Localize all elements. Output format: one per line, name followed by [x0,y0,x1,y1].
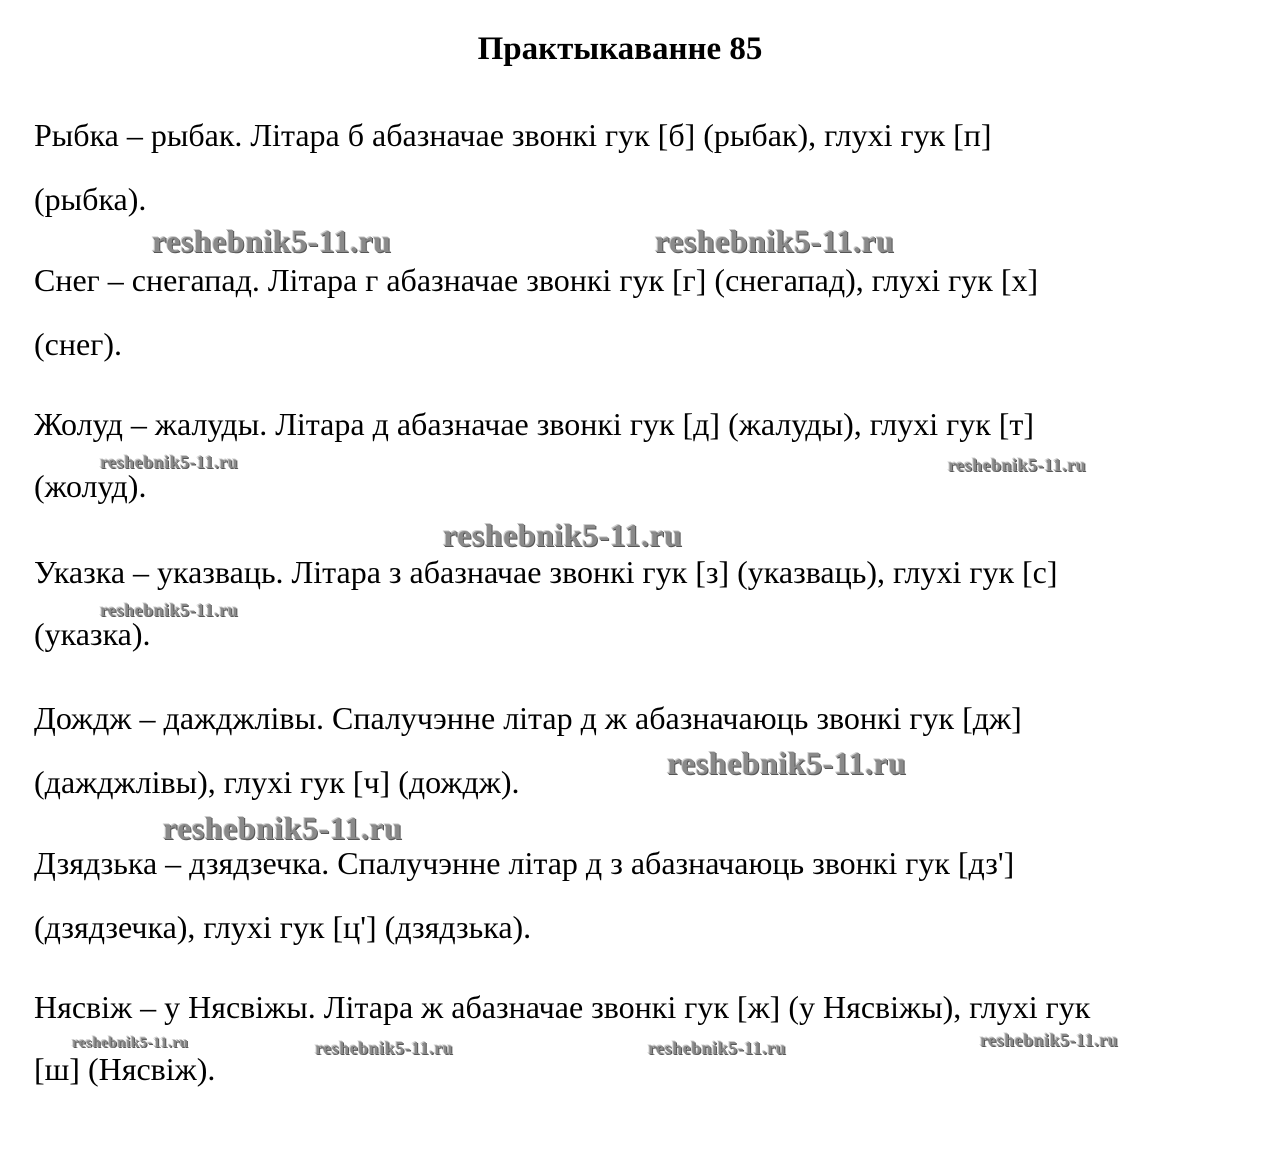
paragraph-2-line-2: (снег). [34,326,122,362]
paragraph-7-line-1: Нясвіж – у Нясвіжы. Літара ж абазначае звонкі гук [ж] (у Нясвіжы), глухі гук [34,989,1091,1025]
watermark: reshebnik5-11.ru [655,223,895,259]
paragraph-2-line-1: Снег – снегапад. Літара г абазначае звонкі гук [г] (снегапад), глухі гук [х] [34,262,1039,298]
paragraph-6 [34,831,1234,959]
paragraph-1-line-1: Рыбка – рыбак. Літара б абазначае звонкі гук [б] (рыбак), глухі гук [п] [34,117,992,153]
watermark: reshebnik5-11.ru [100,452,239,472]
watermark: reshebnik5-11.ru [163,810,403,846]
paragraph-6-line-1: Дзядзька – дзядзечка. Спалучэнне літар д з абазначаюць звонкі гук [дз'] [34,845,1015,881]
watermark: reshebnik5-11.ru [100,600,239,620]
paragraph-3-line-1: Жолуд – жалуды. Літара д абазначае звонкі гук [д] (жалуды), глухі гук [т] [34,406,1035,442]
paragraph-1 [34,103,1234,231]
watermark: reshebnik5-11.ru [72,1035,189,1051]
watermark: reshebnik5-11.ru [443,517,683,553]
paragraph-5 [34,686,1234,814]
paragraph-2 [34,248,1234,376]
paragraph-4-line-1: Указка – указваць. Літара з абазначае звонкі гук [з] (указваць), глухі гук [с] [34,554,1058,590]
paragraph-5-line-1: Дождж – дажджлівы. Спалучэнне літар д ж абазначаюць звонкі гук [дж] [34,700,1022,736]
paragraph-5-line-2: (дажджлівы), глухі гук [ч] (дождж). [34,764,520,800]
paragraph-4-line-2: (указка). [34,616,151,652]
paragraph-3-line-2: (жолуд). [34,468,147,504]
paragraph-1-line-2: (рыбка). [34,181,147,217]
watermark: reshebnik5-11.ru [667,745,907,781]
watermark: reshebnik5-11.ru [152,223,392,259]
watermark: reshebnik5-11.ru [980,1030,1119,1050]
watermark: reshebnik5-11.ru [315,1038,454,1058]
paragraph-7-line-2: [ш] (Нясвіж). [34,1051,216,1087]
watermark: reshebnik5-11.ru [648,1038,787,1058]
paragraph-6-line-2: (дзядзечка), глухі гук [ц'] (дзядзька). [34,909,532,945]
watermark: reshebnik5-11.ru [948,455,1087,475]
page-title: Практыкаванне 85 [477,31,763,67]
